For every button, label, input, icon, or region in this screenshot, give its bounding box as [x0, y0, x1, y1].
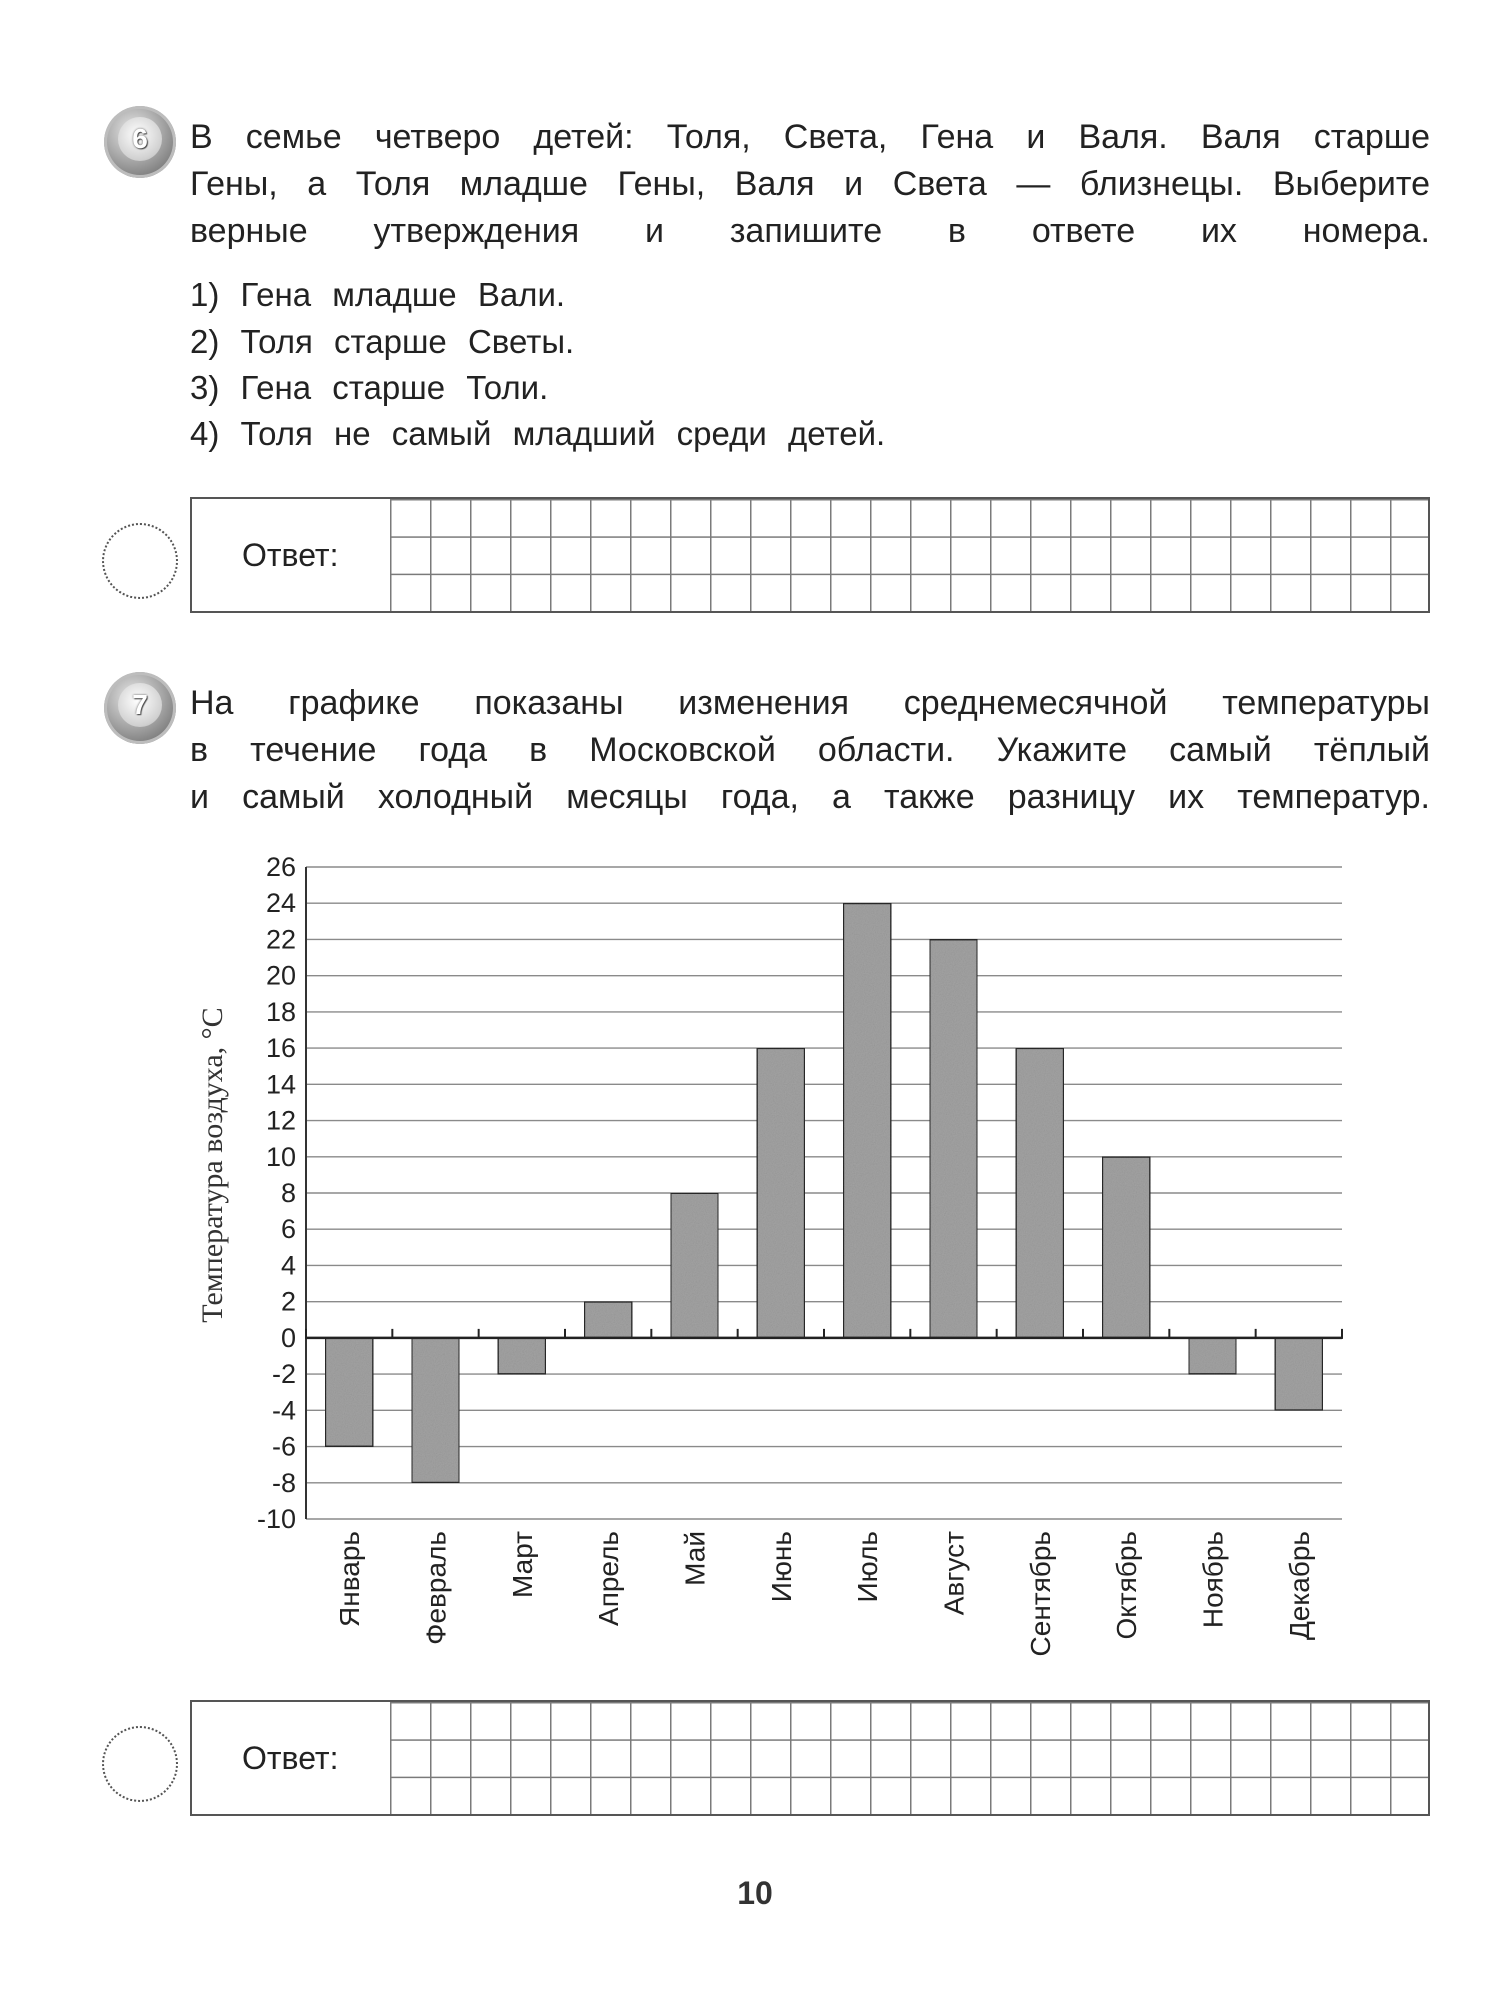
chart-x-ticks — [334, 1531, 1315, 1657]
chart-y-tick-label: 2 — [280, 1286, 296, 1317]
chart-y-ticks — [257, 852, 296, 1534]
chart-y-tick-label: 16 — [265, 1033, 296, 1064]
task-7-score-circle — [102, 1726, 178, 1802]
chart-x-tick-label: Апрель — [593, 1531, 625, 1626]
chart-bar — [843, 903, 891, 1338]
chart-y-tick-label: 20 — [265, 960, 296, 991]
chart-y-tick-label: 6 — [280, 1214, 296, 1245]
task-7-line: и самый холодный месяцы года, а также разницу их температур. — [190, 778, 1430, 816]
task-6-line: Гены, а Толя младше Гены, Валя и Света — близнецы. Выберите — [190, 165, 1430, 203]
chart-y-tick-label: 0 — [280, 1322, 296, 1353]
chart-y-tick-label: 24 — [265, 888, 296, 919]
chart-x-tick-label: Март — [506, 1531, 538, 1598]
chart-x-tick-label: Январь — [334, 1531, 366, 1627]
chart-bar — [412, 1338, 460, 1483]
chart-bar — [1275, 1338, 1323, 1410]
chart-x-tick-label: Декабрь — [1283, 1531, 1315, 1641]
chart-bar — [325, 1338, 373, 1447]
chart-y-tick-label: 10 — [265, 1141, 296, 1172]
chart-x-tick-label: Май — [679, 1531, 711, 1586]
chart-x-tick-label: Август — [938, 1531, 970, 1616]
chart-bar — [671, 1193, 719, 1338]
task-7-line: в течение года в Московской области. Укажите самый тёплый — [190, 731, 1430, 769]
chart-x-tick-label: Февраль — [420, 1531, 452, 1645]
task-7-line: На графике показаны изменения среднемесячной температуры — [190, 684, 1430, 722]
chart-y-tick-label: -10 — [256, 1504, 296, 1534]
chart-y-tick-label: 8 — [280, 1178, 296, 1208]
task-6-option-2: 2) Толя старше Светы. — [190, 323, 575, 360]
chart-y-tick-label: 26 — [265, 852, 296, 882]
task-6-option-3: 3) Гена старше Толи. — [190, 369, 549, 406]
chart-bar — [757, 1048, 805, 1338]
task-6-line: верные утверждения и запишите в ответе их номера. — [190, 212, 1430, 250]
chart-y-tick-label: 22 — [265, 924, 296, 955]
chart-bar — [1189, 1338, 1237, 1374]
task-7-answer-grid[interactable] — [390, 1702, 1428, 1814]
task-6-number: 6 — [118, 117, 162, 161]
chart-x-tick-label: Июнь — [765, 1531, 797, 1603]
chart-y-tick-label: 12 — [265, 1105, 296, 1136]
chart-bar — [1016, 1048, 1064, 1338]
chart-grid — [306, 867, 1342, 1519]
page-number: 10 — [737, 1875, 773, 1911]
chart-bar — [930, 939, 978, 1337]
chart-y-tick-label: 14 — [265, 1069, 296, 1100]
task-7-number: 7 — [118, 683, 162, 727]
task-7-answer-box[interactable] — [190, 1700, 1430, 1816]
chart-x-tick-label: Июль — [852, 1531, 884, 1603]
chart-x-tick-label: Сентябрь — [1024, 1531, 1056, 1657]
task-6-line: В семье четверо детей: Толя, Света, Гена и Валя. Валя старше — [190, 118, 1430, 156]
chart-bar — [1102, 1157, 1150, 1338]
task-6-answer-label: Ответ: — [242, 537, 339, 573]
chart-y-tick-label: 18 — [265, 996, 296, 1027]
chart-y-tick-label: 4 — [280, 1250, 296, 1281]
chart-x-tick-label: Ноябрь — [1197, 1531, 1229, 1629]
chart-bar — [584, 1302, 632, 1338]
chart-y-tick-label: -8 — [271, 1467, 296, 1498]
task-7-answer-label: Ответ: — [242, 1740, 339, 1776]
task-6-option-1: 1) Гена младше Вали. — [190, 276, 566, 313]
chart-x-tick-label: Октябрь — [1111, 1531, 1143, 1640]
chart-y-axis-label: Температура воздуха, °C — [196, 1007, 229, 1323]
chart-y-tick-label: -2 — [271, 1359, 296, 1390]
chart-y-tick-label: -4 — [271, 1395, 296, 1426]
task-6-option-4: 4) Толя не самый младший среди детей. — [190, 415, 886, 452]
chart-bar — [498, 1338, 546, 1374]
chart-y-tick-label: -6 — [271, 1431, 296, 1462]
